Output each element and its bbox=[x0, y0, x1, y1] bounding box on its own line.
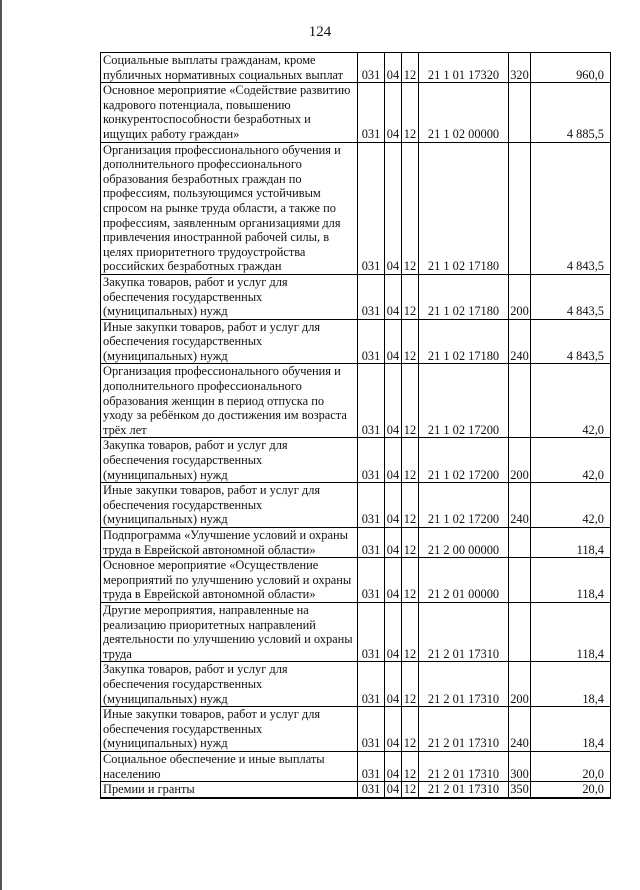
table-row bbox=[101, 53, 611, 83]
code-ved: 031 bbox=[358, 83, 385, 142]
code-ved: 031 bbox=[358, 53, 385, 83]
row-amount: 20,0 bbox=[531, 751, 611, 781]
table-row bbox=[101, 707, 611, 752]
code-ved: 031 bbox=[358, 662, 385, 707]
page-number: 124 bbox=[308, 24, 332, 40]
code-section: 04 bbox=[385, 558, 402, 603]
code-ved: 031 bbox=[358, 782, 385, 798]
code-section: 04 bbox=[385, 274, 402, 319]
code-subsection: 12 bbox=[402, 782, 419, 798]
code-subsection: 12 bbox=[402, 662, 419, 707]
code-ved: 031 bbox=[358, 558, 385, 603]
row-description: Социальные выплаты гражданам, кроме публичных нормативных социальных выплат bbox=[101, 53, 358, 83]
row-description: Закупка товаров, работ и услуг для обеспечения государственных (муниципальных) нужд bbox=[101, 662, 358, 707]
code-expense-type: 200 bbox=[509, 662, 531, 707]
row-description: Основное мероприятие «Осуществление мероприятий по улучшению условий и охраны труда в Еврейской автономной области» bbox=[101, 558, 358, 603]
code-ved: 031 bbox=[358, 483, 385, 528]
row-description: Основное мероприятие «Содействие развитию кадрового потенциала, повышению конкурентоспособности безработных и ищущих работу граждан» bbox=[101, 83, 358, 142]
code-section: 04 bbox=[385, 438, 402, 483]
code-target-article: 21 1 01 17320 bbox=[419, 53, 509, 83]
code-expense-type bbox=[509, 558, 531, 603]
code-section: 04 bbox=[385, 782, 402, 798]
code-section: 04 bbox=[385, 602, 402, 661]
code-target-article: 21 2 01 17310 bbox=[419, 782, 509, 798]
row-description: Организация профессионального обучения и дополнительного профессионального образования безработных граждан по профессиям, пользующимся устойчивым спросом на рынке труда области, а также по профессиям, заявленным организациями для привлечения иностранной рабочей силы, в целях приоритетного трудоустройства российских безработных граждан bbox=[101, 142, 358, 274]
code-subsection: 12 bbox=[402, 558, 419, 603]
row-amount: 118,4 bbox=[531, 528, 611, 558]
code-subsection: 12 bbox=[402, 438, 419, 483]
code-target-article: 21 2 00 00000 bbox=[419, 528, 509, 558]
code-section: 04 bbox=[385, 319, 402, 364]
code-expense-type: 240 bbox=[509, 707, 531, 752]
code-ved: 031 bbox=[358, 707, 385, 752]
table-row bbox=[101, 528, 611, 558]
code-ved: 031 bbox=[358, 438, 385, 483]
row-amount: 18,4 bbox=[531, 662, 611, 707]
code-expense-type: 200 bbox=[509, 274, 531, 319]
table-row bbox=[101, 558, 611, 603]
table-row bbox=[101, 751, 611, 781]
code-ved: 031 bbox=[358, 364, 385, 438]
code-expense-type: 300 bbox=[509, 751, 531, 781]
code-subsection: 12 bbox=[402, 751, 419, 781]
table-body bbox=[101, 53, 611, 798]
code-section: 04 bbox=[385, 662, 402, 707]
row-amount: 118,4 bbox=[531, 602, 611, 661]
code-expense-type bbox=[509, 364, 531, 438]
row-description: Социальное обеспечение и иные выплаты населению bbox=[101, 751, 358, 781]
row-description: Организация профессионального обучения и дополнительного профессионального образования женщин в период отпуска по уходу за ребёнком до достижения им возраста трёх лет bbox=[101, 364, 358, 438]
code-section: 04 bbox=[385, 83, 402, 142]
code-section: 04 bbox=[385, 364, 402, 438]
code-expense-type: 240 bbox=[509, 483, 531, 528]
row-description: Подпрограмма «Улучшение условий и охраны труда в Еврейской автономной области» bbox=[101, 528, 358, 558]
row-description: Иные закупки товаров, работ и услуг для обеспечения государственных (муниципальных) нужд bbox=[101, 707, 358, 752]
row-amount: 4 885,5 bbox=[531, 83, 611, 142]
code-expense-type: 240 bbox=[509, 319, 531, 364]
code-target-article: 21 1 02 17200 bbox=[419, 364, 509, 438]
code-expense-type bbox=[509, 83, 531, 142]
table-row bbox=[101, 602, 611, 661]
code-ved: 031 bbox=[358, 274, 385, 319]
code-target-article: 21 2 01 17310 bbox=[419, 662, 509, 707]
code-subsection: 12 bbox=[402, 83, 419, 142]
table-row bbox=[101, 83, 611, 142]
code-ved: 031 bbox=[358, 602, 385, 661]
code-expense-type bbox=[509, 602, 531, 661]
code-section: 04 bbox=[385, 707, 402, 752]
code-target-article: 21 1 02 17180 bbox=[419, 319, 509, 364]
row-amount: 42,0 bbox=[531, 364, 611, 438]
table-row bbox=[101, 483, 611, 528]
code-expense-type: 200 bbox=[509, 438, 531, 483]
table-row bbox=[101, 438, 611, 483]
code-target-article: 21 2 01 17310 bbox=[419, 751, 509, 781]
code-subsection: 12 bbox=[402, 528, 419, 558]
row-amount: 4 843,5 bbox=[531, 319, 611, 364]
code-expense-type: 320 bbox=[509, 53, 531, 83]
code-target-article: 21 2 01 00000 bbox=[419, 558, 509, 603]
row-amount: 20,0 bbox=[531, 782, 611, 798]
code-subsection: 12 bbox=[402, 364, 419, 438]
row-description: Премии и гранты bbox=[101, 782, 358, 798]
table-row bbox=[101, 142, 611, 274]
code-subsection: 12 bbox=[402, 602, 419, 661]
code-ved: 031 bbox=[358, 319, 385, 364]
row-amount: 42,0 bbox=[531, 483, 611, 528]
budget-table bbox=[100, 52, 611, 799]
code-expense-type bbox=[509, 528, 531, 558]
code-ved: 031 bbox=[358, 142, 385, 274]
row-amount: 4 843,5 bbox=[531, 142, 611, 274]
code-target-article: 21 1 02 17200 bbox=[419, 438, 509, 483]
code-expense-type bbox=[509, 142, 531, 274]
row-amount: 4 843,5 bbox=[531, 274, 611, 319]
code-target-article: 21 2 01 17310 bbox=[419, 602, 509, 661]
row-description: Другие мероприятия, направленные на реализацию приоритетных направлений деятельности по улучшению условий и охраны труда bbox=[101, 602, 358, 661]
table-row bbox=[101, 782, 611, 798]
code-subsection: 12 bbox=[402, 274, 419, 319]
code-subsection: 12 bbox=[402, 53, 419, 83]
code-ved: 031 bbox=[358, 751, 385, 781]
code-section: 04 bbox=[385, 483, 402, 528]
scan-edge-line bbox=[0, 0, 2, 890]
row-amount: 18,4 bbox=[531, 707, 611, 752]
code-section: 04 bbox=[385, 53, 402, 83]
code-subsection: 12 bbox=[402, 319, 419, 364]
code-section: 04 bbox=[385, 528, 402, 558]
row-description: Иные закупки товаров, работ и услуг для обеспечения государственных (муниципальных) нужд bbox=[101, 483, 358, 528]
row-description: Иные закупки товаров, работ и услуг для обеспечения государственных (муниципальных) нужд bbox=[101, 319, 358, 364]
code-section: 04 bbox=[385, 142, 402, 274]
code-subsection: 12 bbox=[402, 707, 419, 752]
row-description: Закупка товаров, работ и услуг для обеспечения государственных (муниципальных) нужд bbox=[101, 274, 358, 319]
table-row bbox=[101, 662, 611, 707]
table-row bbox=[101, 364, 611, 438]
row-description: Закупка товаров, работ и услуг для обеспечения государственных (муниципальных) нужд bbox=[101, 438, 358, 483]
table-row bbox=[101, 274, 611, 319]
code-target-article: 21 2 01 17310 bbox=[419, 707, 509, 752]
code-section: 04 bbox=[385, 751, 402, 781]
code-target-article: 21 1 02 17200 bbox=[419, 483, 509, 528]
row-amount: 118,4 bbox=[531, 558, 611, 603]
table-row bbox=[101, 319, 611, 364]
row-amount: 42,0 bbox=[531, 438, 611, 483]
code-target-article: 21 1 02 17180 bbox=[419, 142, 509, 274]
code-subsection: 12 bbox=[402, 142, 419, 274]
code-ved: 031 bbox=[358, 528, 385, 558]
code-target-article: 21 1 02 00000 bbox=[419, 83, 509, 142]
row-amount: 960,0 bbox=[531, 53, 611, 83]
code-expense-type: 350 bbox=[510, 782, 529, 797]
code-target-article: 21 1 02 17180 bbox=[419, 274, 509, 319]
code-subsection: 12 bbox=[402, 483, 419, 528]
